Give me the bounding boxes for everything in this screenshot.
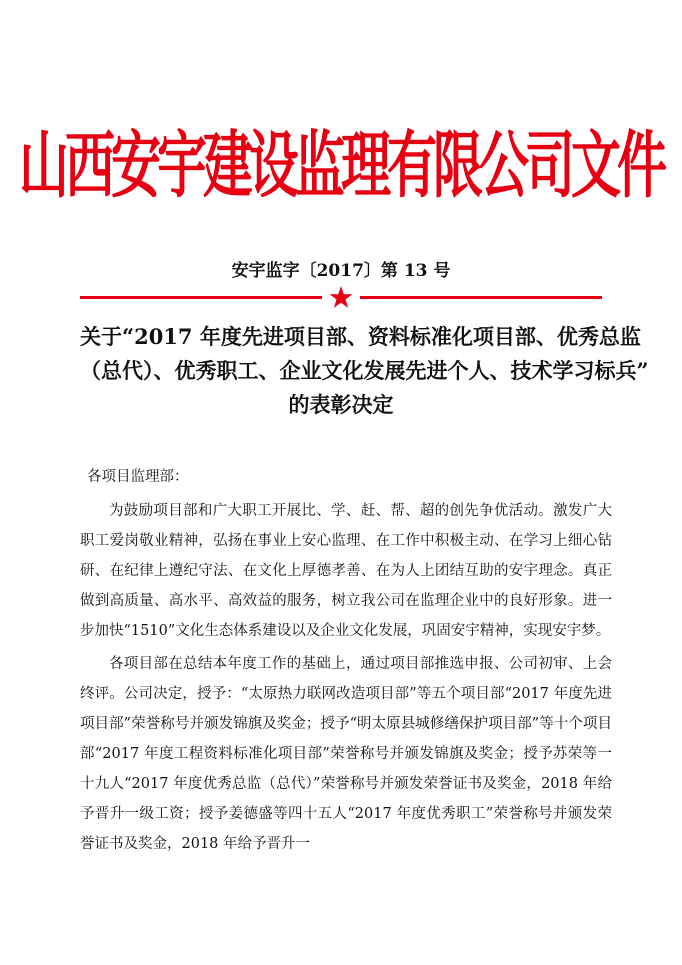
title-line-3: 的表彰决定 [288, 392, 394, 417]
red-divider [80, 286, 602, 308]
red-star-icon [329, 286, 353, 308]
divider-line-right [360, 296, 602, 299]
body-paragraph: 各项目部在总结本年度工作的基础上，通过项目部推选申报、公司初审、上会终评。公司决定，授予：“太原热力联网改造项目部”等五个项目部“2017 年度先进项目部”荣誉称号并颁发锦旗及奖金；授予“明太原县城修缮保护项目部”等十个项目部“2017 年度工程资料标准化项目部”荣誉称号并颁发锦旗及奖金；授予苏荣等一十九人“2017 年度优秀总监（总代）”荣誉称号并颁发荣誉证书及奖金，2018 年给予晋升一级工资；授予姜德盛等四十五人“2017 年度优秀职工”荣誉称号并颁发荣誉证书及奖金，2018 年给予晋升一 [80, 656, 612, 852]
title-line-1: 关于“2017 年度先进项目部、资料标准化项目部、优秀总监 [80, 324, 641, 349]
document-title [80, 320, 649, 422]
title-line-2: （总代）、优秀职工、企业文化发展先进个人、技术学习标兵” [80, 358, 649, 383]
document-number: 安宇监字〔2017〕第 13 号 [231, 261, 451, 281]
salutation: 各项目监理部： [87, 469, 189, 485]
document-masthead: 山西安宇建设监理有限公司文件 [19, 123, 663, 209]
document-body [80, 496, 612, 862]
divider-line-left [80, 296, 322, 299]
body-paragraph: 为鼓励项目部和广大职工开展比、学、赶、帮、超的创先争优活动。激发广大职工爱岗敬业精神，弘扬在事业上安心监理、在工作中积极主动、在学习上细心钻研、在纪律上遵纪守法、在文化上厚德孝善、在为人上团结互助的安宇理念。真正做到高质量、高水平、高效益的服务，树立我公司在监理企业中的良好形象。进一步加快“1510”文化生态体系建设以及企业文化发展，巩固安宇精神，实现安宇梦。 [80, 503, 612, 639]
